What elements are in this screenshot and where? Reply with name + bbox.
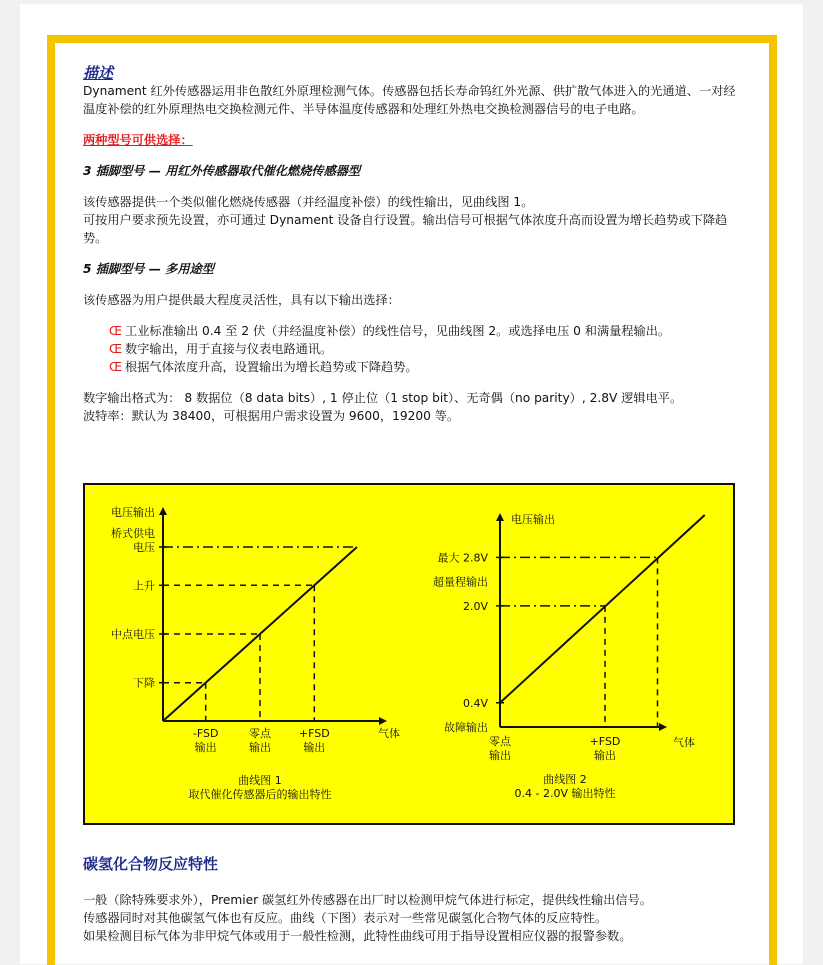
model5-intro: 该传感器为用户提供最大程度灵活性，具有以下输出选择： <box>83 293 400 307</box>
description-section <box>83 64 743 425</box>
chart2-x-arrow-icon <box>659 723 667 731</box>
chart2-ytick-label: 故障输出 <box>444 720 488 734</box>
chart1-xtick-label: 零点 <box>249 727 271 740</box>
model5-title: 5 插脚型号 — 多用途型 <box>83 262 214 276</box>
chart2-ytick-label: 0.4V <box>462 696 488 710</box>
chart1-xtick-label: -FSD <box>192 727 219 740</box>
model3-title: 3 插脚型号 — 用红外传感器取代催化燃烧传感器型 <box>83 164 361 178</box>
list-item: Œ 根据气体浓度升高，设置输出为增长趋势或下降趋势。 <box>109 360 418 374</box>
list-item: Œ 工业标准输出 0.4 至 2 伏（并经温度补偿）的线性信号，见曲线图 2。或选择电压 0 和满量程输出。 <box>109 324 671 338</box>
baud-rate: 波特率：默认为 38400，可根据用户需求设置为 9600，19200 等。 <box>83 409 460 423</box>
hydrocarbon-line2: 传感器同时对其他碳氢气体也有反应。曲线（下图）表示对一些常见碳氢化合物气体的反应特性。 <box>83 911 608 925</box>
description-heading: 描述 <box>83 64 114 82</box>
chart1-ytick-label: 桥式供电 <box>111 527 155 540</box>
charts-svg <box>85 485 733 823</box>
hydrocarbon-heading: 碳氢化合物反应特性 <box>83 855 219 873</box>
description-paragraph: Dynament 红外传感器运用非色散红外原理检测气体。传感器包括长寿命钨红外光源、供扩散气体进入的光通道、一对经温度补偿的红外原理热电交换检测元件、半导体温度传感器和处理红外热电交换检测器信号的电子电路。 <box>83 84 736 116</box>
hydrocarbon-line1: 一般（除特殊要求外），Premier 碳氢红外传感器在出厂时以检测甲烷气体进行标定，提供线性输出信号。 <box>83 893 652 907</box>
chart2-subtitle: 0.4 - 2.0V 输出特性 <box>514 787 616 800</box>
chart2-output-line <box>500 515 705 703</box>
chart2-xtick-label: 输出 <box>489 749 511 762</box>
model3-line1: 该传感器提供一个类似催化燃烧传感器（并经温度补偿）的线性输出，见曲线图 1。 <box>83 195 534 209</box>
chart2-ylabel: 电压输出 <box>511 513 555 526</box>
bullet-icon: Œ <box>109 360 123 374</box>
chart1-ytick-label: 上升 <box>133 579 155 593</box>
chart1-y-arrow-icon <box>159 507 167 515</box>
bullet-icon: Œ <box>109 324 123 338</box>
chart1-title: 曲线图 1 <box>238 774 282 787</box>
chart2-y-arrow-icon <box>496 513 504 521</box>
list-item: Œ 数字输出，用于直接与仪表电路通讯。 <box>109 342 333 356</box>
output-characteristics-charts <box>83 483 735 825</box>
chart1-xtick-label: 输出 <box>194 741 217 754</box>
chart1-ylabel: 电压输出 <box>111 506 155 519</box>
bullet-icon: Œ <box>109 342 123 356</box>
chart1-xtick-label: 输出 <box>303 741 326 754</box>
chart1-xlabel: 气体 <box>378 727 400 740</box>
chart2-title: 曲线图 2 <box>543 773 587 786</box>
chart2-ytick-label: 超量程输出 <box>433 575 488 589</box>
chart2-ytick-label: 最大 2.8V <box>437 551 488 565</box>
models-title: 两种型号可供选择： <box>83 133 193 147</box>
output-options-list <box>83 322 743 376</box>
chart2-xtick-label: 零点 <box>489 735 511 748</box>
chart2-xtick-label: +FSD <box>589 735 621 748</box>
digital-format: 数字输出格式为： 8 数据位（8 data bits）, 1 停止位（1 stop bit）、无奇偶（no parity）, 2.8V 逻辑电平。 <box>83 391 683 405</box>
chart1-ytick-label: 电压 <box>133 541 155 554</box>
chart1-ytick-label: 下降 <box>133 676 155 690</box>
chart2-ytick-label: 2.0V <box>462 599 488 613</box>
chart2-xlabel: 气体 <box>673 736 695 749</box>
model3-line2: 可按用户要求预先设置，亦可通过 Dynament 设备自行设置。输出信号可根据气体浓度升高而设置为增长趋势或下降趋势。 <box>83 213 728 245</box>
hydrocarbon-section <box>83 855 743 945</box>
chart1-xtick-label: +FSD <box>298 727 330 740</box>
chart1-subtitle: 取代催化传感器后的输出特性 <box>188 788 332 801</box>
hydrocarbon-line3: 如果检测目标气体为非甲烷气体或用于一般性检测，此特性曲线可用于指导设置相应仪器的报警参数。 <box>83 929 632 943</box>
chart1-x-arrow-icon <box>379 717 387 725</box>
chart1-ytick-label: 中点电压 <box>111 628 155 641</box>
chart2-xtick-label: 输出 <box>594 749 616 762</box>
chart1-xtick-label: 输出 <box>249 741 271 754</box>
